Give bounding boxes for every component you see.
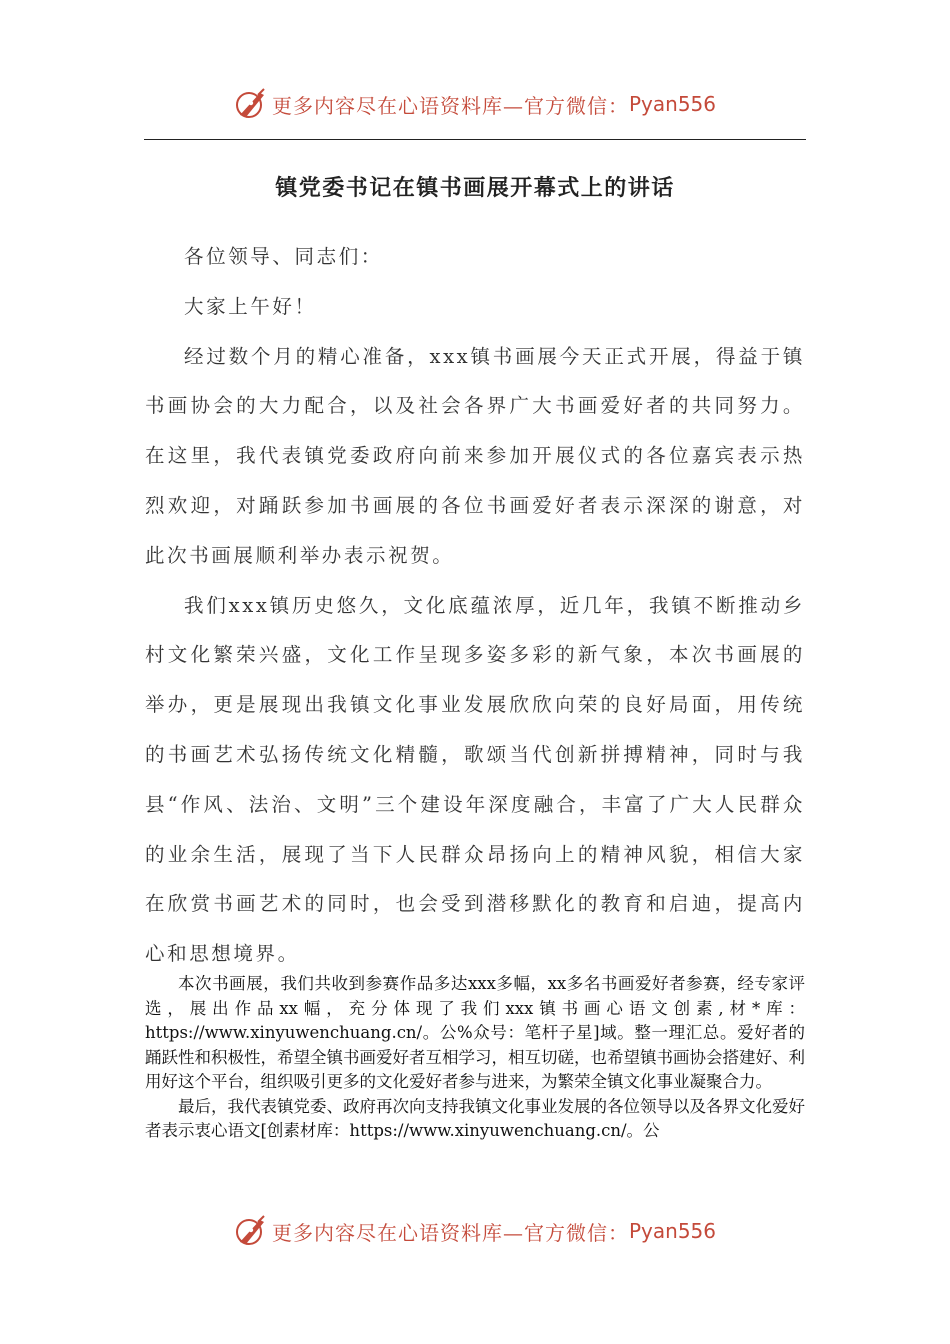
- body-paragraph: 经过数个月的精心准备，xxx镇书画展今天正式开展，得益于镇书画协会的大力配合，以及社会各界广大书画爱好者的共同努力。在这里，我代表镇党委政府向前来参加开展仪式的各位嘉宾表示热烈欢迎，对踊跃参加书画展的各位书画爱好者表示深深的谢意，对此次书画展顺利举办表示祝贺。: [145, 344, 805, 567]
- pen-logo-icon: [234, 87, 268, 121]
- pen-logo-icon: [234, 1214, 268, 1248]
- header-divider: [144, 139, 806, 140]
- body-paragraph-small: 最后，我代表镇党委、政府再次向支持我镇文化事业发展的各位领导以及各界文化爱好者表示衷心语文[创素材库：https://www.xinyuwenchuang.cn/。公: [145, 1096, 805, 1140]
- salutation: 各位领导、同志们：: [184, 245, 383, 268]
- greeting: 大家上午好！: [184, 294, 317, 318]
- document-body: [145, 232, 805, 979]
- watermark-wechat-id: Pyan556: [628, 92, 716, 116]
- watermark-text: 更多内容尽在心语资料库—官方微信：: [271, 93, 629, 118]
- header-watermark: [0, 84, 950, 124]
- body-paragraph-small: 本次书画展，我们共收到参赛作品多达xxx多幅，xx多名书画爱好者参赛，经专家评选，展出作品xx幅，充分体现了我们xxx镇书画心语文创素,材*库：https://www.xinyuwenchuang.cn/。公%众号：笔杆子星]域。整一理汇总。爱好者的踊跃性和积极性，希望全镇书画爱好者互相学习，相互切磋，也希望镇书画协会搭建好、利用好这个平台，组织吸引更多的文化爱好者参与进来，为繁荣全镇文化事业凝聚合力。: [145, 974, 805, 1091]
- watermark-text: 更多内容尽在心语资料库—官方微信：: [271, 1220, 629, 1245]
- document-body-small: [145, 972, 805, 1144]
- footer-watermark: [0, 1211, 950, 1251]
- document-title: 镇党委书记在镇书画展开幕式上的讲话: [275, 175, 675, 201]
- watermark-wechat-id: Pyan556: [628, 1219, 716, 1243]
- body-paragraph: 我们xxx镇历史悠久，文化底蕴浓厚，近几年，我镇不断推动乡村文化繁荣兴盛，文化工作呈现多姿多彩的新气象，本次书画展的举办，更是展现出我镇文化事业发展欣欣向荣的良好局面，用传统的书画艺术弘扬传统文化精髓，歌颂当代创新拼搏精神，同时与我县“作风、法治、文明”三个建设年深度融合，丰富了广大人民群众的业余生活，展现了当下人民群众昂扬向上的精神风貌，相信大家在欣赏书画艺术的同时，也会受到潜移默化的教育和启迪，提高内心和思想境界。: [145, 593, 805, 966]
